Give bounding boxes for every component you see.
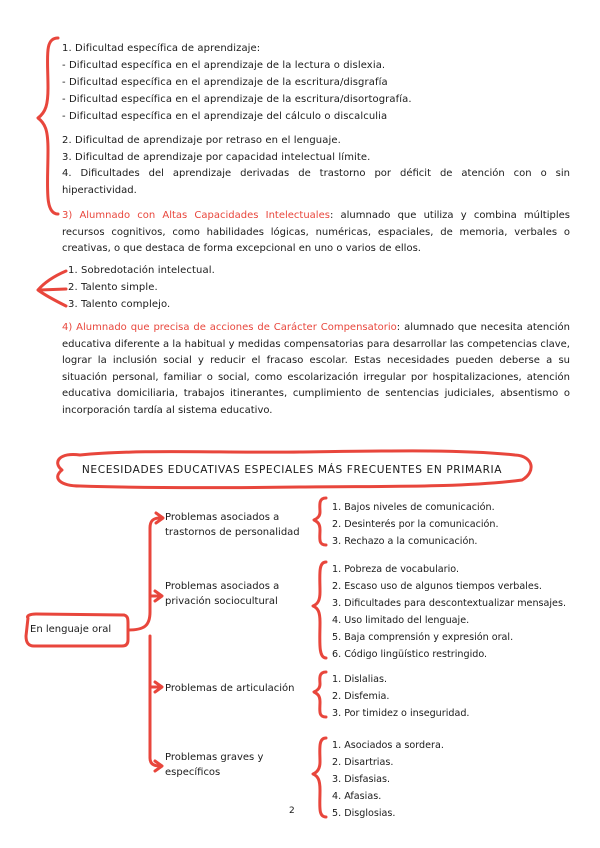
branch-item: 1. Asociados a sordera. [332, 740, 444, 751]
branch-item: 6. Código lingüístico restringido. [332, 649, 488, 660]
branch-item: 5. Disglosias. [332, 808, 396, 819]
altas-title: Alumnado con Altas Capacidades Intelectuales [79, 210, 330, 221]
dificultad-heading: 1. Dificultad específica de aprendizaje: [62, 43, 261, 54]
compensatorio-title: Alumnado que precisa de acciones de Carácter Compensatorio [76, 322, 397, 333]
branch-label-graves: Problemas graves y específicos [165, 752, 264, 778]
altas-item: 1. Sobredotación intelectual. [68, 265, 215, 276]
branch-item: 4. Uso limitado del lenguaje. [332, 615, 470, 626]
tree-trunk-down [150, 636, 160, 766]
branch-item: 2. Disfemia. [332, 691, 390, 702]
branch-item: 1. Bajos niveles de comunicación. [332, 502, 495, 513]
altas-item: 3. Talento complejo. [68, 299, 171, 310]
branch-label-sociocultural: Problemas asociados a privación sociocultural [165, 581, 280, 607]
brace-branch-4 [313, 738, 326, 817]
compensatorio-paragraph [62, 320, 570, 419]
branch-item: 3. Por timidez o inseguridad. [332, 708, 470, 719]
dificultad-item: 2. Dificultad de aprendizaje por retraso en el lenguaje. [62, 135, 341, 146]
branch-item: 5. Baja comprensión y expresión oral. [332, 632, 514, 643]
branch-item: 1. Dislalias. [332, 674, 388, 685]
tree-trunk [128, 518, 160, 630]
dificultad-item-4: 4. Dificultades del aprendizaje derivadas de trastorno por déficit de atención con o sin hiperactividad. [62, 168, 570, 196]
diagram-root-label: En lenguaje oral [30, 624, 112, 635]
altas-number: 3) [62, 210, 73, 221]
branch-item: 1. Pobreza de vocabulario. [332, 564, 460, 575]
branch-label-articulacion: Problemas de articulación [165, 683, 295, 694]
branch-item: 4. Afasias. [332, 791, 382, 802]
compensatorio-text: : alumnado que necesita atención educativa diferente a la habitual y medidas compensatorias para desarrollar las competencias clave, lograr la inclusión social y reducir el fracaso escolar. Estas necesidades pueden deberse a su situación personal, familiar o social, como escolarización irregular por hospitalizaciones, atención educativa domiciliaria, trabajos itinerantes, cumplimiento de sentencias judiciales, absentismo o incorporación tardía al sistema educativo. [62, 322, 570, 416]
arrow-altas [38, 271, 66, 306]
branch-item: 3. Disfasias. [332, 774, 391, 785]
compensatorio-number: 4) [62, 322, 73, 333]
brace-branch-1 [314, 498, 326, 545]
branch-item: 2. Escaso uso de algunos tiempos verbales. [332, 581, 542, 592]
branch-item: 2. Disartrias. [332, 757, 394, 768]
brace-dificultad [38, 38, 58, 214]
dificultad-sub-item: - Dificultad específica en el aprendizaje de la escritura/disgrafía [62, 77, 388, 88]
altas-text: : alumnado que utiliza y combina múltiples recursos cognitivos, como habilidades lógicas, numéricas, espaciales, de memoria, verbales o creativas, o que destaca de forma excepcional en uno o varios de ellos. [62, 210, 570, 254]
altas-item: 2. Talento simple. [68, 282, 158, 293]
dificultad-sub-item: - Dificultad específica en el aprendizaje de la lectura o dislexia. [62, 60, 386, 71]
page-number: 2 [289, 806, 295, 816]
branch-item: 3. Rechazo a la comunicación. [332, 536, 478, 547]
altas-paragraph [62, 208, 570, 258]
diagram-title: NECESIDADES EDUCATIVAS ESPECIALES MÁS FRECUENTES EN PRIMARIA [81, 464, 503, 476]
brace-branch-3 [314, 672, 326, 717]
arrow-altas-stem [40, 289, 66, 290]
dificultad-item: 3. Dificultad de aprendizaje por capacidad intelectual límite. [62, 152, 371, 163]
dificultad-sub-item: - Dificultad específica en el aprendizaje del cálculo o discalculia [62, 111, 388, 122]
brace-branch-2 [313, 562, 326, 658]
branch-item: 3. Dificultades para descontextualizar mensajes. [332, 598, 567, 609]
branch-item: 2. Desinterés por la comunicación. [332, 519, 499, 530]
dificultad-sub-item: - Dificultad específica en el aprendizaje de la escritura/disortografía. [62, 94, 412, 105]
branch-label-personalidad: Problemas asociados a trastornos de personalidad [165, 512, 300, 538]
